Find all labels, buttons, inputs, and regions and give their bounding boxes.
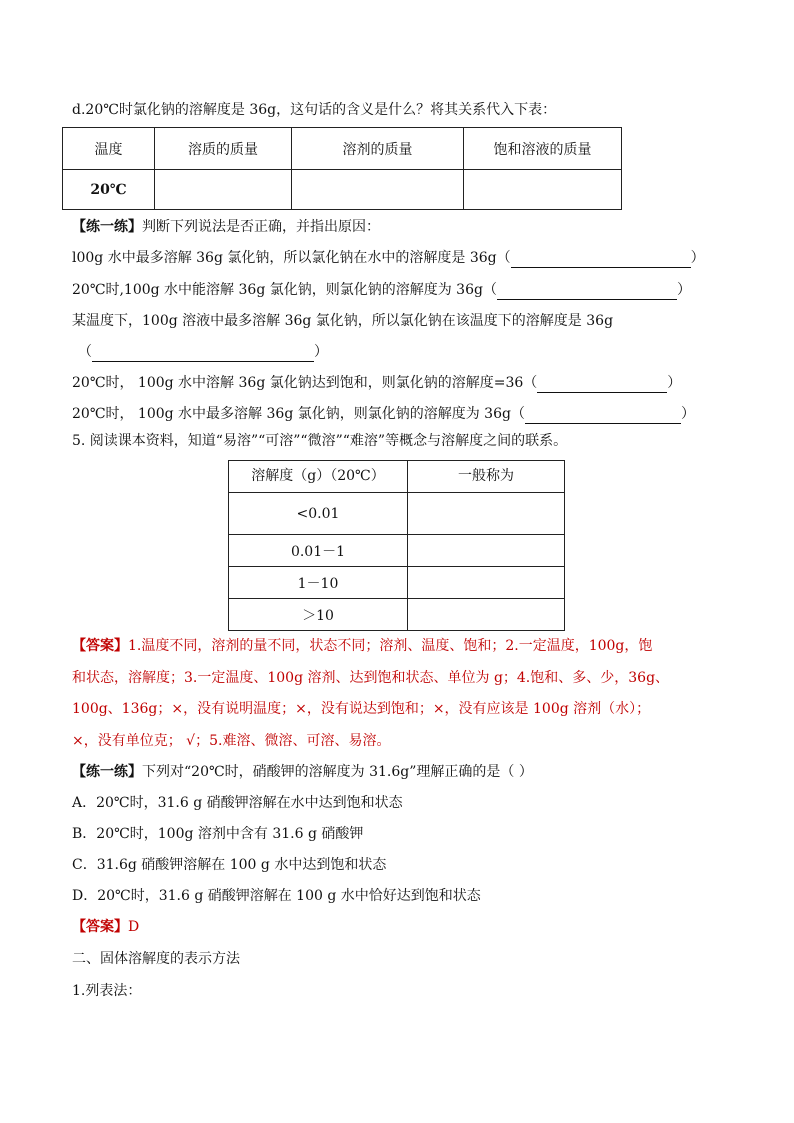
- answer-value: D: [128, 919, 140, 935]
- section-2-heading: 二、固体溶解度的表示方法: [72, 951, 240, 967]
- table-header: 饱和溶液的质量: [464, 128, 622, 170]
- list-method-heading: 1.列表法：: [72, 983, 142, 999]
- practice-2-question: [72, 762, 533, 782]
- option-b[interactable]: B．20℃时，100g 溶剂中含有 31.6 g 硝酸钾: [72, 826, 364, 842]
- answer-label: 【答案】: [72, 638, 128, 654]
- close-paren: ）: [314, 344, 328, 360]
- close-paren: ）: [680, 406, 695, 422]
- practice-item-continuation: [78, 342, 328, 362]
- answer-blank[interactable]: [525, 407, 681, 424]
- question-5: 5. 阅读课本资料，知道“易溶”“可溶”“微溶”“难溶”等概念与溶解度之间的联系。: [72, 433, 568, 449]
- close-paren: ）: [690, 250, 705, 266]
- answer-1-line: ×，没有单位克； √；5.难溶、微溶、可溶、易溶。: [72, 733, 391, 749]
- answer-blank[interactable]: [92, 345, 314, 362]
- table-cell: 0.01－1: [229, 535, 408, 567]
- table-cell: ＞10: [229, 599, 408, 631]
- practice-label: 【练一练】: [72, 764, 142, 780]
- answer-label: 【答案】: [72, 919, 128, 935]
- practice-item-text: 某温度下，100g 溶液中最多溶解 36g 氯化钠，所以氯化钠在该温度下的溶解度是 36g: [72, 313, 614, 329]
- practice-item-text: 20℃时,100g 水中能溶解 36g 氯化钠，则氯化钠的溶解度为 36g（: [72, 282, 497, 298]
- solubility-category-table: [228, 460, 565, 631]
- answer-1-line: 100g、136g；×，没有说明温度；×，没有说达到饱和；×，没有应该是 100g 溶剂（水）；: [72, 701, 651, 717]
- table-header: 溶剂的质量: [292, 128, 464, 170]
- question-d: d.20℃时氯化钠的溶解度是 36g，这句话的含义是什么？将其关系代入下表：: [72, 102, 557, 118]
- practice-item-text: 20℃时， 100g 水中最多溶解 36g 氯化钠，则氯化钠的溶解度为 36g（: [72, 406, 525, 422]
- practice-1-heading: [72, 217, 380, 237]
- practice-item-text: 20℃时， 100g 水中溶解 36g 氯化钠达到饱和，则氯化钠的溶解度=36（: [72, 375, 538, 391]
- table-cell: <0.01: [229, 493, 408, 535]
- practice-item-text: l00g 水中最多溶解 36g 氯化钠，所以氯化钠在水中的溶解度是 36g（: [72, 250, 511, 266]
- answer-blank[interactable]: [537, 376, 667, 393]
- table-cell: 20℃: [63, 170, 155, 210]
- practice-item: [72, 373, 681, 393]
- practice-item: [72, 404, 695, 424]
- table-header: 溶解度（g）（20℃）: [229, 461, 408, 493]
- table-cell: [408, 493, 565, 535]
- table-cell: [408, 599, 565, 631]
- option-c[interactable]: C．31.6g 硝酸钾溶解在 100 g 水中达到饱和状态: [72, 857, 387, 873]
- table-cell: [292, 170, 464, 210]
- answer-1-line: [72, 636, 652, 656]
- practice-intro: 判断下列说法是否正确，并指出原因：: [142, 219, 380, 235]
- open-paren: （: [78, 344, 92, 360]
- table-header: 一般称为: [408, 461, 565, 493]
- table-cell: [408, 567, 565, 599]
- practice-item: [72, 248, 705, 268]
- close-paren: ）: [667, 375, 682, 391]
- answer-2: [72, 917, 139, 937]
- table-cell: 1－10: [229, 567, 408, 599]
- option-a[interactable]: A．20℃时，31.6 g 硝酸钾溶解在水中达到饱和状态: [72, 795, 403, 811]
- answer-1-line: 和状态，溶解度；3.一定温度、100g 溶剂、达到饱和状态、单位为 g；4.饱和、多、少，36g、: [72, 670, 670, 686]
- answer-text: 1.温度不同，溶剂的量不同，状态不同；溶剂、温度、饱和；2.一定温度，100g，饱: [128, 638, 653, 654]
- practice-question: 下列对“20℃时，硝酸钾的溶解度为 31.6g”理解正确的是（ ）: [142, 764, 533, 780]
- practice-item: [72, 311, 613, 331]
- solubility-meaning-table: [62, 127, 622, 210]
- table-header: 温度: [63, 128, 155, 170]
- answer-blank[interactable]: [497, 283, 677, 300]
- table-cell: [464, 170, 622, 210]
- table-cell: [155, 170, 292, 210]
- answer-blank[interactable]: [511, 251, 691, 268]
- option-d[interactable]: D．20℃时，31.6 g 硝酸钾溶解在 100 g 水中恰好达到饱和状态: [72, 888, 481, 904]
- close-paren: ）: [676, 282, 691, 298]
- table-cell: [408, 535, 565, 567]
- practice-item: [72, 280, 691, 300]
- table-header: 溶质的质量: [155, 128, 292, 170]
- practice-label: 【练一练】: [72, 219, 142, 235]
